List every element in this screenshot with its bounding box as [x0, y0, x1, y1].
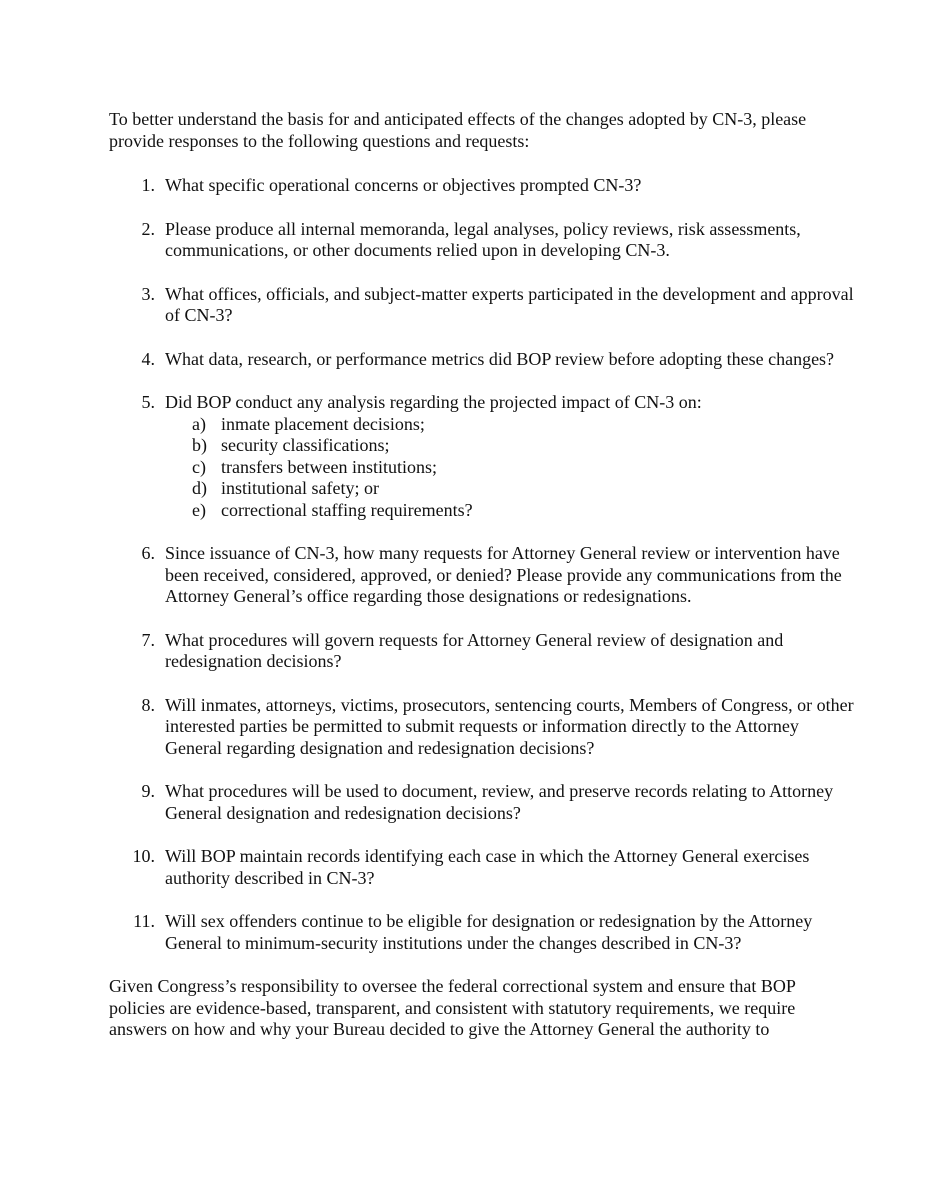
question-number: 8.	[141, 694, 155, 715]
sub-question-letter: e)	[192, 499, 206, 520]
sub-question-letter: c)	[192, 456, 206, 477]
sub-question-text: institutional safety; or	[221, 478, 379, 498]
question-list	[109, 175, 854, 954]
question-item-5	[109, 392, 854, 521]
question-number: 1.	[141, 175, 155, 195]
intro-paragraph: To better understand the basis for and anticipated effects of the changes adopted by CN-3, please provide responses to the following questions and requests:	[109, 109, 807, 151]
sub-question-letter: a)	[192, 413, 206, 434]
question-item-6	[109, 543, 854, 608]
question-number: 3.	[141, 283, 155, 304]
sub-question-letter: d)	[192, 478, 207, 498]
question-text: Will inmates, attorneys, victims, prosecutors, sentencing courts, Members of Congress, or other interested parties be permitted to submit requests or information directly to the Attorney General regarding designation and redesignation decisions?	[165, 694, 854, 758]
question-item-7	[109, 630, 854, 673]
sub-question-list	[165, 414, 854, 522]
question-item-4	[109, 349, 854, 371]
question-number: 4.	[141, 348, 155, 369]
sub-question-d	[165, 478, 854, 500]
question-text: What procedures will be used to document, review, and preserve records relating to Attorney General designation and redesignation decisions?	[165, 781, 834, 823]
question-text: Did BOP conduct any analysis regarding the projected impact of CN-3 on:	[165, 392, 702, 412]
question-item-10	[109, 846, 854, 889]
question-number: 9.	[141, 781, 155, 801]
question-item-9	[109, 781, 854, 824]
sub-question-letter: b)	[192, 435, 207, 455]
question-number: 11.	[133, 911, 155, 931]
question-text: Please produce all internal memoranda, legal analyses, policy reviews, risk assessments, communications, or other documents relied upon in developing CN-3.	[165, 218, 801, 260]
question-text: What data, research, or performance metrics did BOP review before adopting these changes?	[165, 348, 835, 369]
sub-question-e	[165, 500, 854, 522]
question-text: What specific operational concerns or objectives prompted CN-3?	[165, 175, 642, 195]
question-text: What procedures will govern requests for Attorney General review of designation and redesignation decisions?	[165, 629, 784, 671]
document-page	[109, 109, 854, 1041]
question-text: Will BOP maintain records identifying each case in which the Attorney General exercises authority described in CN-3?	[165, 846, 810, 888]
question-text: Will sex offenders continue to be eligible for designation or redesignation by the Attorney General to minimum-security institutions under the changes described in CN-3?	[165, 911, 813, 953]
sub-question-text: transfers between institutions;	[221, 456, 437, 477]
question-item-1	[109, 175, 854, 197]
sub-question-text: security classifications;	[221, 435, 390, 455]
sub-question-a	[165, 414, 854, 436]
question-text: Since issuance of CN-3, how many requests for Attorney General review or intervention have been received, considered, approved, or denied? Please provide any communications from the Attorney General’s office regarding those designations or redesignations.	[165, 543, 842, 606]
question-item-3	[109, 284, 854, 327]
sub-question-b	[165, 435, 854, 457]
sub-question-text: inmate placement decisions;	[221, 413, 425, 434]
sub-question-c	[165, 457, 854, 479]
question-item-2	[109, 219, 854, 262]
sub-question-text: correctional staffing requirements?	[221, 499, 473, 520]
question-item-8	[109, 695, 854, 760]
question-item-11	[109, 911, 854, 954]
question-number: 7.	[141, 629, 155, 650]
question-number: 10.	[132, 846, 155, 866]
closing-paragraph: Given Congress’s responsibility to oversee the federal correctional system and ensure that BOP policies are evidence-based, transparent, and consistent with statutory requirements, we require answers on how and why your Bureau decided to give the Attorney General the authority to	[109, 976, 796, 1039]
question-number: 6.	[141, 543, 155, 563]
question-text: What offices, officials, and subject-matter experts participated in the development and approval of CN-3?	[165, 283, 854, 325]
question-number: 5.	[141, 392, 155, 412]
question-number: 2.	[141, 218, 155, 239]
